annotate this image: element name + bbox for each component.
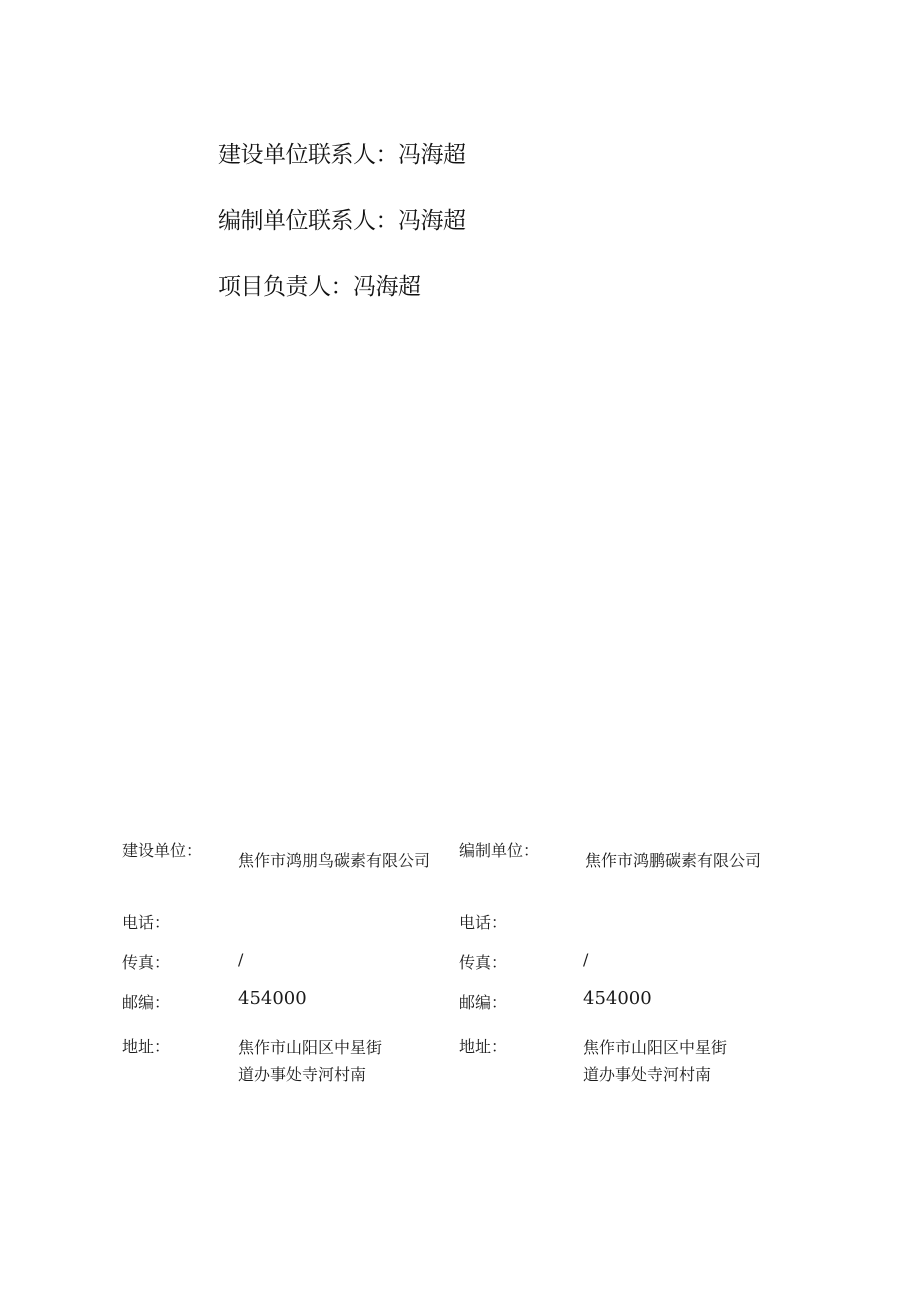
- compiling-fax-row: [459, 950, 799, 990]
- construction-address-line1: 焦作市山阳区中星街: [238, 1038, 383, 1057]
- compiling-postcode-label: 邮编：: [459, 993, 508, 1012]
- construction-fax-row: [122, 950, 462, 990]
- compiling-postcode-value: 454000: [583, 988, 652, 1009]
- construction-address-label: 地址：: [122, 1037, 171, 1056]
- construction-postcode-value: 454000: [238, 988, 307, 1009]
- construction-address-value: [238, 1034, 382, 1088]
- compiling-address-line2: 道办事处寺河村南: [583, 1065, 712, 1084]
- construction-tel-label: 电话：: [122, 913, 171, 932]
- construction-address-row: [122, 1034, 462, 1094]
- compiling-address-row: [459, 1034, 799, 1094]
- construction-address-line2: 道办事处寺河村南: [238, 1065, 367, 1084]
- compiler-contact: 编制单位联系人：冯海超: [218, 208, 466, 234]
- compiling-fax-label: 传真：: [459, 953, 508, 972]
- compiling-unit-info: [459, 838, 799, 1094]
- construction-unit-row: [122, 838, 462, 910]
- construction-tel-row: [122, 910, 462, 950]
- compiling-postcode-row: [459, 990, 799, 1034]
- construction-fax-label: 传真：: [122, 953, 171, 972]
- compiling-address-label: 地址：: [459, 1037, 508, 1056]
- compiling-unit-label: 编制单位：: [459, 841, 540, 860]
- construction-unit-label: 建设单位：: [122, 841, 203, 860]
- construction-unit-value: 焦作市鸿朋鸟碳素有限公司: [238, 851, 431, 870]
- construction-contact: 建设单位联系人：冯海超: [218, 142, 466, 168]
- project-lead: 项目负责人：冯海超: [218, 274, 421, 300]
- compiling-tel-label: 电话：: [459, 913, 508, 932]
- compiling-address-value: [583, 1034, 727, 1088]
- compiling-fax-value: /: [583, 950, 589, 969]
- construction-postcode-row: [122, 990, 462, 1034]
- construction-unit-info: [122, 838, 462, 1094]
- compiling-unit-row: [459, 838, 799, 910]
- compiling-unit-value: 焦作市鸿鹏碳素有限公司: [585, 851, 762, 870]
- construction-fax-value: /: [238, 950, 244, 969]
- compiling-address-line1: 焦作市山阳区中星街: [583, 1038, 728, 1057]
- construction-postcode-label: 邮编：: [122, 993, 171, 1012]
- contacts-block: [218, 138, 466, 336]
- compiling-tel-row: [459, 910, 799, 950]
